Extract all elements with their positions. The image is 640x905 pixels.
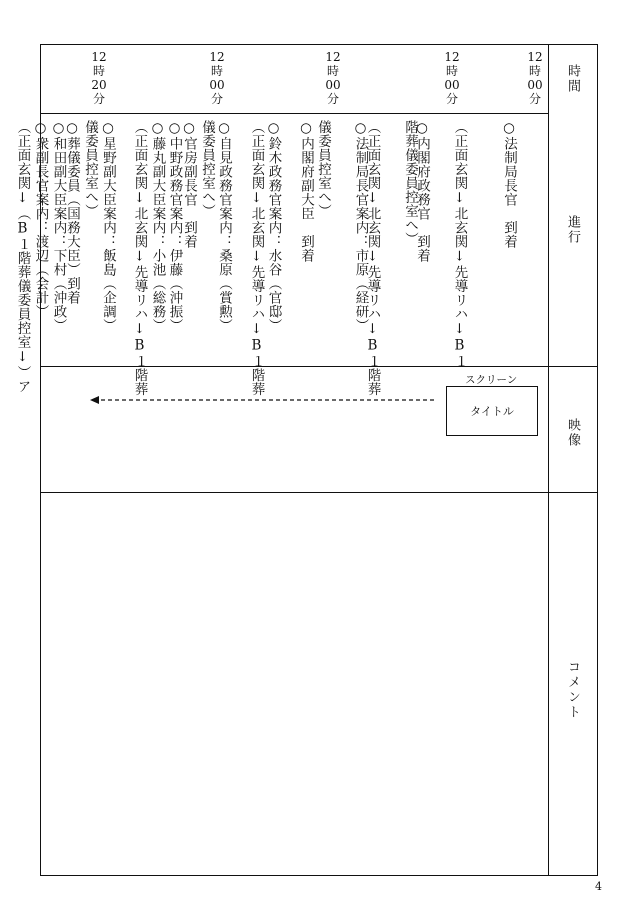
time-hour: 12	[527, 50, 543, 64]
header-time: 時間	[565, 64, 580, 94]
time-cell-2	[441, 50, 463, 106]
header-progress: 進行	[565, 215, 580, 245]
row-divider-progress-video	[40, 366, 598, 367]
progress-line: ○内閣府副大臣 到着	[298, 120, 314, 263]
time-minute: 00	[325, 78, 341, 92]
header-comment: コメント	[565, 660, 580, 720]
row-divider-video-comment	[40, 492, 598, 493]
progress-line: ○衆副長官案内：渡辺（会計）	[32, 120, 49, 319]
time-cell-5	[88, 50, 110, 106]
dashed-arrow-left-icon	[88, 392, 438, 408]
time-hour: 12	[444, 50, 460, 64]
screen-label: スクリーン	[465, 374, 518, 386]
time-hour-unit: 時	[210, 64, 223, 78]
progress-line: 儀委員控室へ）	[82, 120, 98, 218]
time-minute: 00	[527, 78, 543, 92]
progress-text-5	[0, 120, 113, 394]
time-hour: 12	[209, 50, 225, 64]
progress-line: ○内閣府政務官 到着	[414, 120, 430, 263]
time-hour-unit: 時	[528, 64, 541, 78]
progress-line: ○鈴木政務官案内：水谷（官邸）	[265, 120, 282, 333]
progress-line: （正面玄関↓北玄関↓先導リハ↓B１階葬	[248, 120, 265, 396]
progress-line: （正面玄関↓北玄関↓先導リハ↓B１階葬	[364, 120, 381, 396]
progress-line: 階葬儀委員控室へ）	[402, 120, 418, 246]
progress-line: ○法制局長官 到着	[501, 120, 517, 249]
time-hour-unit: 時	[92, 64, 105, 78]
time-minute: 00	[209, 78, 225, 92]
progress-line: （正面玄関↓北玄関↓先導リハ↓B１	[451, 120, 468, 368]
time-minute-unit: 分	[326, 92, 339, 106]
time-cell-4	[206, 50, 228, 106]
progress-line: ○法制局長官案内：市原（経研）	[352, 120, 369, 333]
progress-line: ○中野政務官案内：伊藤（沖振）	[166, 120, 183, 333]
progress-line: ○官房副長官 到着	[181, 120, 197, 249]
time-hour-unit: 時	[326, 64, 339, 78]
title-box-label: タイトル	[470, 405, 514, 418]
time-minute: 00	[444, 78, 460, 92]
title-screen-box	[446, 386, 538, 436]
time-minute-unit: 分	[445, 92, 458, 106]
time-hour: 12	[91, 50, 107, 64]
progress-line: ○藤丸副大臣案内：小池（総務）	[149, 120, 166, 333]
time-minute-unit: 分	[210, 92, 223, 106]
progress-line: 儀委員控室へ）	[199, 120, 215, 218]
header-video: 映像	[565, 418, 580, 448]
progress-line: ○自見政務官案内：桑原（賞勲）	[216, 120, 232, 333]
time-minute-unit: 分	[92, 92, 105, 106]
progress-line: ○葬儀委員（国務大臣）到着	[64, 120, 80, 305]
time-hour-unit: 時	[445, 64, 458, 78]
progress-line: （正面玄関↓北玄関↓先導リハ↓B１階葬	[131, 120, 148, 396]
progress-line: ○和田副大臣案内：下村（沖政）	[50, 120, 67, 333]
progress-line: （正面玄関↓（B１階葬儀委員控室↓）ア	[14, 120, 31, 394]
page-number: 4	[595, 880, 602, 893]
time-minute-unit: 分	[528, 92, 541, 106]
time-cell-1	[524, 50, 546, 106]
time-cell-3	[322, 50, 344, 106]
time-hour: 12	[325, 50, 341, 64]
row-divider-time-progress	[40, 113, 548, 114]
time-minute: 20	[91, 78, 107, 92]
progress-line: ○星野副大臣案内：飯島（企調）	[100, 120, 116, 333]
progress-line: 儀委員控室へ）	[315, 120, 331, 218]
